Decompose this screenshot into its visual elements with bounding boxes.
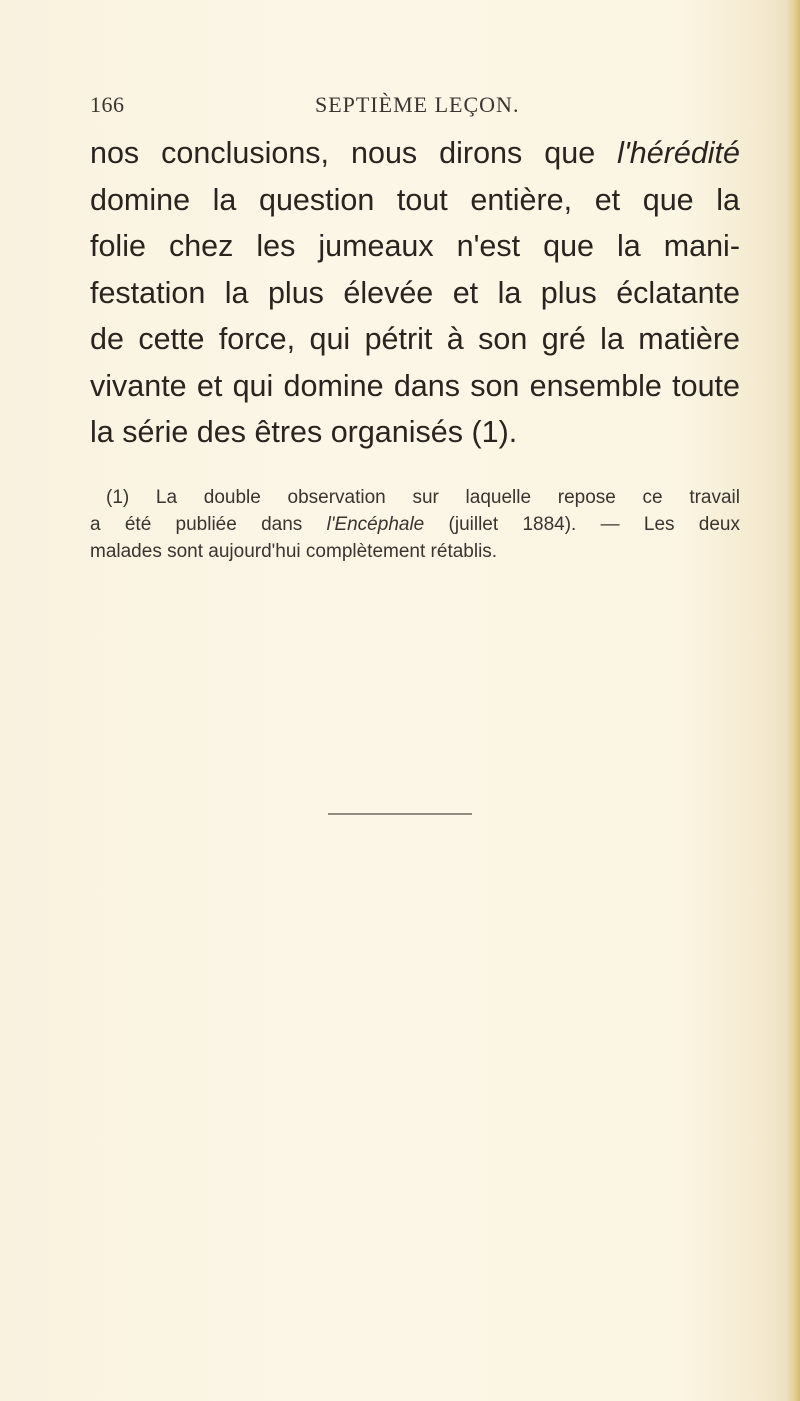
body-line-1-text: nos conclusions, nous dirons que [90,136,618,170]
running-title: SEPTIÈME LEÇON. [315,92,520,117]
body-line-3: folie chez les jumeaux n'est que la mani- [90,229,740,263]
page-edge-shadow [786,0,800,1401]
body-line-5: de cette force, qui pétrit à son gré la matière [90,322,740,356]
footnote-line-2-pre: a été publiée dans [90,514,327,535]
footnote-line-3: malades sont aujourd'hui complètement rétablis. [90,541,498,562]
body-line-4: festation la plus élevée et la plus éclatante [90,275,740,310]
horizontal-rule [328,813,472,815]
footnote-line-2-post: (juillet 1884). — Les deux [424,514,740,535]
footnote-line-1: (1) La double observation sur laquelle repose ce travail [106,487,740,508]
body-line-7: la série des êtres organisés (1). [90,415,518,449]
running-head [90,92,730,118]
footnote [90,484,740,565]
body-line-2: domine la question tout entière, et que la [90,182,740,217]
footnote-line-2-italic: l'Encéphale [326,514,425,535]
body-paragraph [90,130,740,456]
footnote-line-2 [90,511,740,538]
body-line-1-italic: l'hérédité [617,136,740,170]
body-line-1 [90,130,740,177]
page-number: 166 [90,92,125,117]
body-line-6: vivante et qui domine dans son ensemble toute [90,368,740,403]
